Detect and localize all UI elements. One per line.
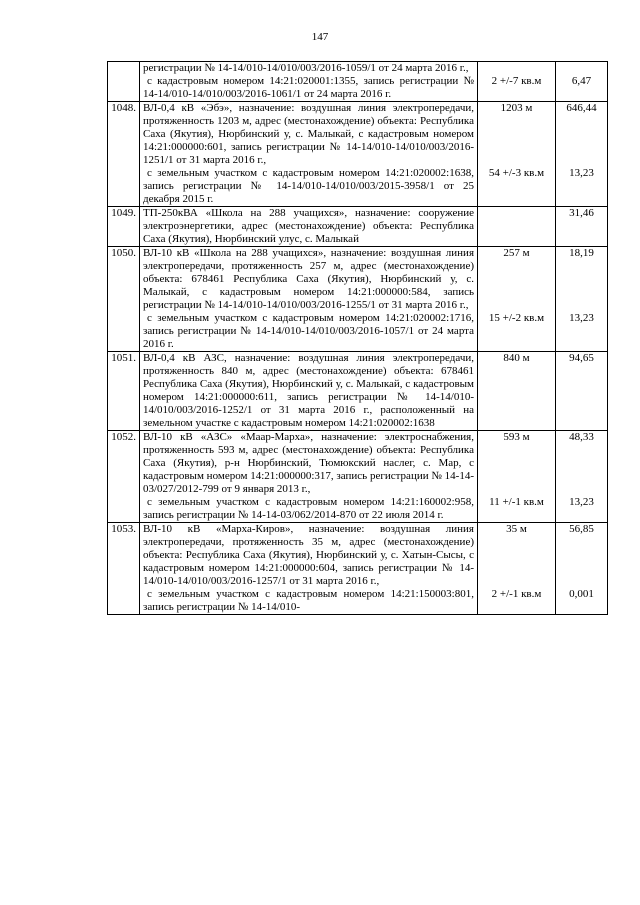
row-number: 1048. — [108, 102, 140, 207]
row-number: 1051. — [108, 352, 140, 431]
land-plot-text: с земельным участком с кадастровым номером 14:21:020002:1716, запись регистрации № 14-14/010-14/010/003/2016-1057/1 от 24 марта 2016 г. — [143, 312, 474, 350]
object-value: 18,19 — [569, 247, 594, 259]
land-plot-area: 11 +/-1 кв.м — [489, 496, 544, 508]
description-text: регистрации № 14-14/010-14/010/003/2016-1059/1 от 24 марта 2016 г., — [143, 62, 469, 74]
object-value: 48,33 — [569, 431, 594, 443]
land-plot-area: 54 +/-3 кв.м — [488, 167, 545, 179]
object-value: 31,46 — [569, 207, 594, 219]
row-number: 1049. — [108, 207, 140, 247]
value-cell — [556, 207, 608, 247]
table-row — [108, 102, 608, 207]
object-description — [140, 207, 478, 247]
value-cell — [556, 247, 608, 352]
table-row — [108, 247, 608, 352]
registry-table — [107, 61, 608, 615]
land-plot-text: с земельным участком с кадастровым номером 14:21:020002:1638, запись регистрации № 14-14/010-14/010/003/2015-3958/1 от 25 декабря 2015 г. — [143, 167, 474, 205]
row-number: 1050. — [108, 247, 140, 352]
value-cell — [556, 62, 608, 102]
land-plot-area: 15 +/-2 кв.м — [488, 312, 545, 324]
object-description — [140, 102, 478, 207]
extent-cell — [478, 352, 556, 431]
extent-cell — [478, 62, 556, 102]
extent-cell — [478, 102, 556, 207]
table-row — [108, 62, 608, 102]
table-row — [108, 523, 608, 615]
table-row — [108, 431, 608, 523]
object-extent: 35 м — [506, 523, 527, 535]
object-value — [559, 62, 604, 75]
value-cell — [556, 523, 608, 615]
object-description — [140, 352, 478, 431]
extent-cell — [478, 207, 556, 247]
description-text: ВЛ-10 кВ «АЗС» «Маар-Марха», назначение: электроснабжения, протяженность 593 м, адрес (местонахождение) объекта: Республика Саха (Якутия), р-н Нюрбинский, Тюмюкский наслег, с. Мар, с кадастровым номером 14:21:000000:317, запись регистрации № 14-14-03/027/2012-799 от 9 января 2013 г., — [143, 431, 474, 495]
object-extent — [481, 62, 552, 75]
land-plot-value: 13,23 — [569, 496, 594, 508]
page-number: 147 — [311, 31, 329, 43]
land-plot-text: с земельным участком с кадастровым номером 14:21:150003:801, запись регистрации № 14-14/010- — [143, 588, 474, 613]
value-cell — [556, 352, 608, 431]
row-number: 1053. — [108, 523, 140, 615]
row-number: 1052. — [108, 431, 140, 523]
land-plot-text: с земельным участком с кадастровым номером 14:21:160002:958, запись регистрации № 14-14-03/062/2014-870 от 22 июля 2014 г. — [143, 496, 474, 521]
object-extent — [481, 207, 552, 220]
land-plot-value: 0,001 — [569, 588, 594, 600]
land-plot-area: 2 +/-1 кв.м — [491, 588, 542, 600]
description-text: ВЛ-0,4 кВ АЗС, назначение: воздушная линия электропередачи, протяженность 840 м, адрес (местонахождение) объекта: 678461 Республика Саха (Якутия), Нюрбинский у, с. Малыкай, с кадастровым номером 14:21:000000:611, запись регистрации № 14-14/010-14/010/003/2016-1252/1 от 31 марта 2016 г., расположенный на земельном участке с кадастровым номером 14:21:020002:1638 — [143, 352, 474, 429]
object-description — [140, 247, 478, 352]
object-extent: 593 м — [503, 431, 530, 443]
land-plot-area: 2 +/-7 кв.м — [491, 75, 542, 87]
object-description — [140, 431, 478, 523]
land-plot-value: 6,47 — [571, 75, 592, 87]
table-row — [108, 352, 608, 431]
land-plot-text: с кадастровым номером 14:21:020001:1355, запись регистрации № 14-14/010-14/010/003/2016-1061/1 от 24 марта 2016 г. — [143, 75, 474, 100]
extent-cell — [478, 523, 556, 615]
row-number — [108, 62, 140, 102]
object-description — [140, 523, 478, 615]
object-value: 56,85 — [569, 523, 594, 535]
object-extent: 1203 м — [500, 102, 533, 114]
table-row — [108, 207, 608, 247]
object-extent: 840 м — [503, 352, 530, 364]
description-text: ВЛ-10 кВ «Школа на 288 учащихся», назначение: воздушная линия электропередачи, протяженность 257 м, адрес (местонахождение) объекта: 678461 Республика Саха (Якутия), Нюрбинский у, с. Малыкай, с кадастровым номером 14:21:000000:584, запись регистрации № 14-14/010-14/010/003/2016-1255/1 от 31 марта 2016 г., — [143, 247, 474, 311]
extent-cell — [478, 247, 556, 352]
object-description — [140, 62, 478, 102]
description-text: ВЛ-10 кВ «Марха-Киров», назначение: воздушная линия электропередачи, протяженность 35 м, адрес (местонахождение) объекта: Республика Саха (Якутия), Нюрбинский у, с. Хатын-Сысы, с кадастровым номером 14:21:000000:604, запись регистрации № 14-14/010-14/010/003/2016-1257/1 от 31 марта 2016 г., — [143, 523, 474, 587]
value-cell — [556, 102, 608, 207]
value-cell — [556, 431, 608, 523]
registry-body — [108, 62, 608, 615]
land-plot-value: 13,23 — [569, 312, 594, 324]
object-value: 646,44 — [566, 102, 597, 114]
description-text: ТП-250кВА «Школа на 288 учащихся», назначение: сооружение электроэнергетики, адрес (местонахождение) объекта: Республика Саха (Якутия), Нюрбинский улус, с. Малыкай — [143, 207, 474, 245]
extent-cell — [478, 431, 556, 523]
object-value: 94,65 — [569, 352, 594, 364]
description-text: ВЛ-0,4 кВ «Эбэ», назначение: воздушная линия электропередачи, протяженность 1203 м, адрес (местонахождение) объекта: Республика Саха (Якутия), Нюрбинский у, с. Малыкай, с кадастровым номером 14:21:000000:601, запись регистрации № 14-14/010-14/010/003/2016-1251/1 от 31 марта 2016 г., — [143, 102, 474, 166]
object-extent: 257 м — [503, 247, 530, 259]
land-plot-value: 13,23 — [569, 167, 594, 179]
